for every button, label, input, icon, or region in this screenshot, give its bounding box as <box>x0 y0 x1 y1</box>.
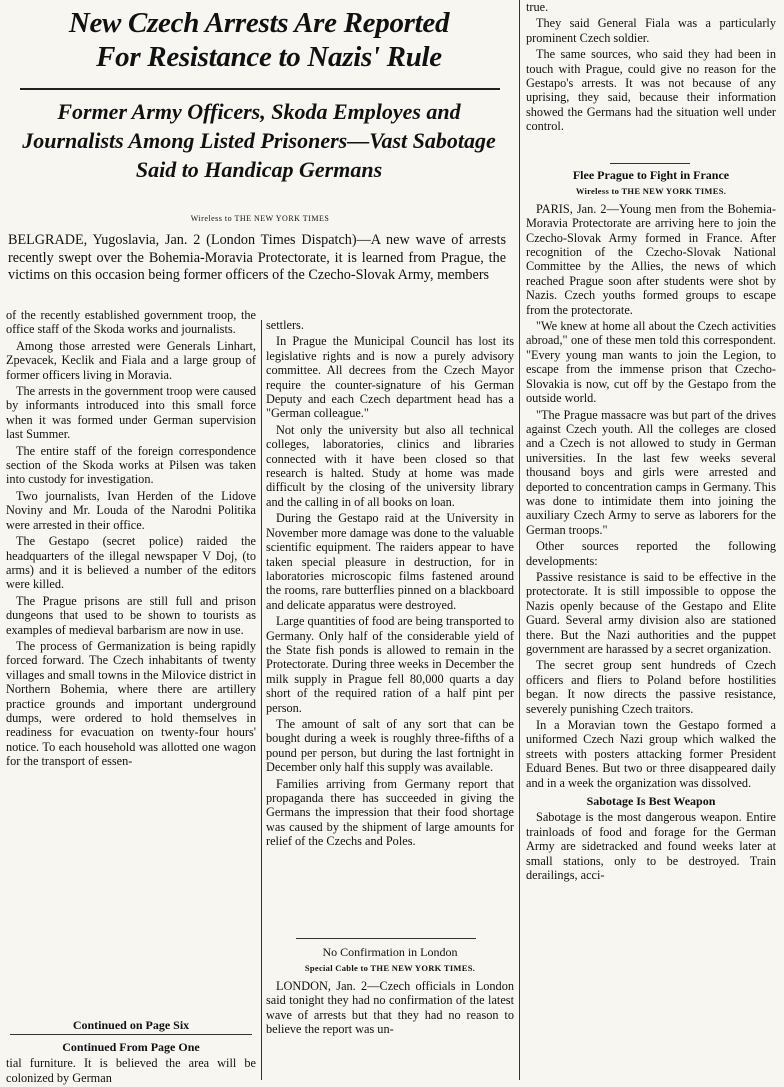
col3-section-paragraph: "The Prague massacre was but part of the drives against Czech youth. All the colleges are closed and a Czech is not allowed to study in German universities. In the last few weeks several thousand boys and girls were arrested and deported to concentration camps in Germany. This was done to intimidate them into joining the auxiliary Czech Army to serve as laborers for the German troops." <box>526 407 776 537</box>
col1-paragraph: Two journalists, Ivan Herden of the Lidove Noviny and Mr. Louda of the Narodni Politika were arrested in their office. <box>6 488 256 532</box>
col2-paragraph: In Prague the Municipal Council has lost its legislative rights and is now a purely advisory committee. All decrees from the Czech Mayor require the counter-signature of his German Deputy and each Czech department head has a "German colleague." <box>266 334 514 421</box>
lede-paragraph: BELGRADE, Yugoslavia, Jan. 2 (London Times Dispatch)—A new wave of arrests recently swept over the Bohemia-Moravia Protectorate, it is learned from Prague, the victims on this occasion being former officers of the Czecho-Slovak Army, members <box>8 232 506 283</box>
sabotage-heading: Sabotage Is Best Weapon <box>586 794 716 809</box>
col3-paragraph: true. <box>526 0 549 14</box>
section-divider <box>296 938 476 939</box>
col3-section-paragraph: PARIS, Jan. 2—Young men from the Bohemia-Moravia Protectorate are arriving here to join the Czecho-Slovak Army formed in France. After recognition of the Czecho-Slovak National Committee by the Allies, the news of which reached Prague soon after students were shot by Nazis. Czech youths formed groups to escape from the protectorate. <box>526 201 776 317</box>
col2-paragraph: settlers. <box>266 318 304 332</box>
col1-paragraph: Among those arrested were Generals Linhart, Zpevacek, Keclik and Fiala and a large group of former officers living in Moravia. <box>6 338 256 382</box>
column-1 <box>6 308 256 771</box>
col2-paragraph: Families arriving from Germany report that propaganda there has succeeded in giving the Germans the impression that their food shortage was caused by the shipment of large amounts for relief of the Czechs and Poles. <box>266 776 514 849</box>
section-divider <box>610 163 690 164</box>
col2-paragraph: Not only the university but also all technical colleges, laboratories, clinics and libraries connected with it have been closed so that research is halted. Study at home was made difficult by the closing of the university library and the calling in of all books on loan. <box>266 422 514 509</box>
col3-section-paragraph: Passive resistance is said to be effective in the protectorate. It is still impossible to oppose the Nazis openly because of the Gestapo and Elite Guard. Several army division also are stationed there. But the Nazi authorities and the puppet government are harassed by a secret organization. <box>526 569 776 656</box>
column-2-sidebar <box>266 941 514 1038</box>
col1-paragraph: The process of Germanization is being rapidly forced forward. The Czech inhabitants of twenty villages and small towns in the Milovice district in Northern Bohemia, where there are artillery practice grounds and important underground dumps, were ordered to hold themselves in readiness for evacuation on twenty-four hours' notice. To each household was allotted one wagon for the transport of essen- <box>6 638 256 769</box>
col2-paragraph: The amount of salt of any sort that can be bought during a week is roughly three-fifths of a pound per person, but during the last fortnight in December only half this supply was available. <box>266 716 514 775</box>
col3-section-paragraph: "We knew at home all about the Czech activities abroad," one of these men told this correspondent. "Every young man wants to join the Legion, to escape from the immense prison that Czecho-Slovakia is now, cut off by the Gestapo from the outside world. <box>526 319 776 406</box>
column-1-continuation <box>6 1036 256 1087</box>
column-divider <box>261 320 262 1080</box>
col2-sidebar-paragraph: LONDON, Jan. 2—Czech officials in London said tonight they had no confirmation of the latest wave of arrests but that they had no reason to believe the report was un- <box>266 978 514 1037</box>
wire-credit: Wireless to THE NEW YORK TIMES <box>190 214 330 223</box>
subheadline: Former Army Officers, Skoda Employes and Journalists Among Listed Prisoners—Vast Sabotage Said to Handicap Germans <box>22 99 496 182</box>
col2-paragraph: During the Gestapo raid at the University in November more damage was done to the valuable scientific equipment. The raiders appear to have taken special pleasure in destruction, for in laboratories microscopic films fastened around the rooms, rare butterflies pinned on a blackboard and delicate apparatus were destroyed. <box>266 511 514 612</box>
col3-section-paragraph: The secret group sent hundreds of Czech officers and fliers to Poland before hostilities began. It now directs the passive resistance, severely punishing Czech traitors. <box>526 658 776 716</box>
headline-rule <box>20 88 500 90</box>
jump-divider <box>10 1034 252 1035</box>
col3-sabotage-paragraph: Sabotage is the most dangerous weapon. Entire trainloads of food and forage for the German Army are sidetracked and found weeks later at small stations, only to be destroyed. Train derailings, acci- <box>526 810 776 883</box>
col1-paragraph: The arrests in the government troop were caused by informants introduced into this small force when it was formed under German supervision last Summer. <box>6 384 256 442</box>
column-divider <box>519 0 520 1080</box>
col3-section-paragraph: Other sources reported the following developments: <box>526 539 776 568</box>
col3-section-paragraph: In a Moravian town the Gestapo formed a uniformed Czech Nazi group which walked the streets with posters attacking former President Eduard Benes. But two or three disappeared daily and in a week the organization was dissolved. <box>526 718 776 790</box>
col3-paragraph: They said General Fiala was a particularly prominent Czech soldier. <box>526 16 776 45</box>
col2-paragraph: Large quantities of food are being transported to Germany. Only half of the considerable yield of the State fish ponds is allowed to remain in the Protectorate. During three weeks in December the milk supply in Prague fell 80,000 quarts a day short of the required ration of a half pint per person. <box>266 614 514 715</box>
column-2 <box>266 318 514 851</box>
headline-line-1: New Czech Arrests Are Reported <box>68 7 450 39</box>
col1-paragraph: The Prague prisons are still full and prison dungeons that used to be shown to tourists as examples of medieval barbarism are now in use. <box>6 593 256 637</box>
headline <box>4 6 514 74</box>
wireless-credit: Wireless to THE NEW YORK TIMES. <box>575 186 727 197</box>
headline-line-2: For Resistance to Nazis' Rule <box>96 41 442 73</box>
no-confirmation-heading: No Confirmation in London <box>322 945 458 959</box>
col1-paragraph: The Gestapo (secret police) raided the headquarters of the illegal newspaper V Doj, (to arms) and it is believed a number of the editors were killed. <box>6 534 256 592</box>
col1-paragraph: The entire staff of the foreign correspondence section of the Skoda works at Pilsen was taken into custody for investigation. <box>6 443 256 487</box>
col1-paragraph: of the recently established government troop, the office staff of the Skoda works and journalists. <box>6 308 256 337</box>
special-cable-credit: Special Cable to THE NEW YORK TIMES. <box>304 963 476 974</box>
column-1-jumps <box>6 1014 256 1034</box>
col1-tail-paragraph: tial furniture. It is believed the area will be colonized by German <box>6 1056 256 1085</box>
column-3 <box>526 0 776 136</box>
jump-continued-on: Continued on Page Six <box>72 1018 190 1032</box>
flee-prague-heading: Flee Prague to Fight in France <box>572 168 730 182</box>
col3-paragraph: The same sources, who said they had been in touch with Prague, could give no reason for the Gestapo's arrests. It was not because of any uprising, they said, because their information showed the Germans had the situation well under control. <box>526 47 776 134</box>
jump-continued-from: Continued From Page One <box>62 1040 200 1054</box>
column-3-section <box>526 168 776 885</box>
